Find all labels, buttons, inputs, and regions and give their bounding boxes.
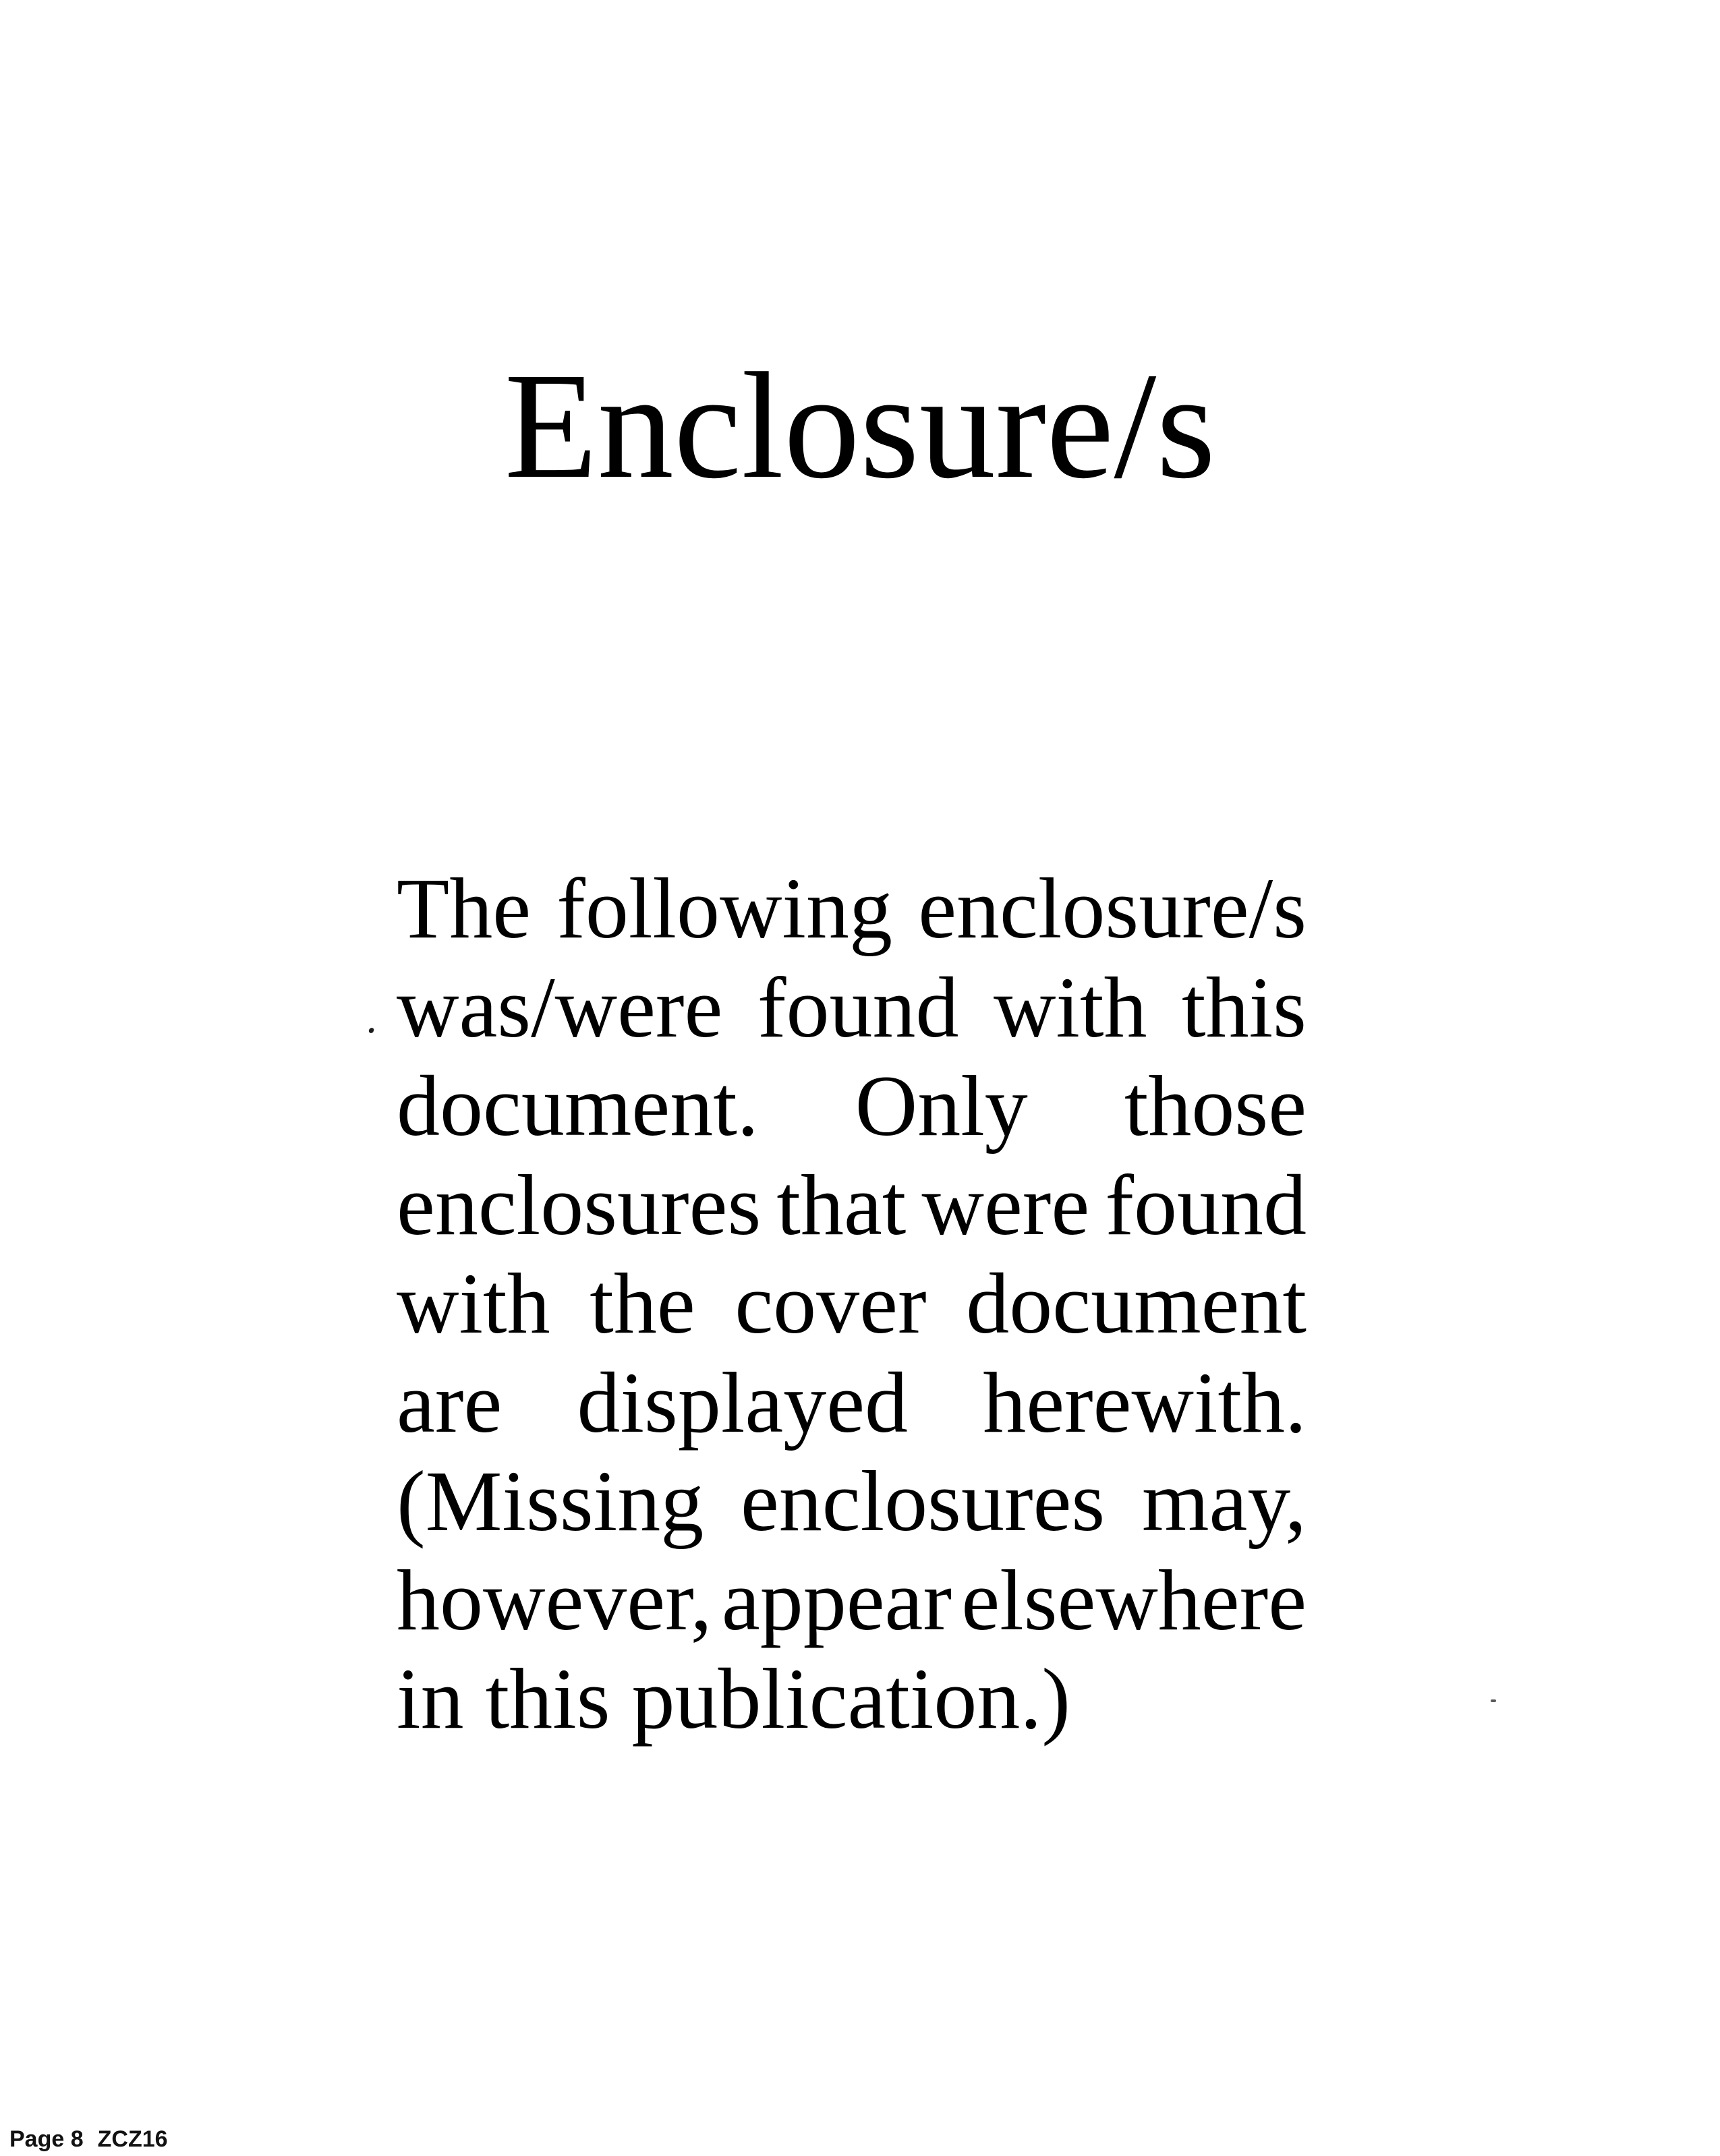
word: are xyxy=(397,1354,503,1451)
word: were xyxy=(921,1157,1090,1253)
enclosure-notice-paragraph xyxy=(397,859,1307,1749)
word: document xyxy=(966,1256,1307,1351)
word: elsewhere xyxy=(961,1552,1307,1648)
word: that xyxy=(776,1157,907,1253)
paragraph-line xyxy=(397,1156,1307,1255)
word: herewith. xyxy=(983,1354,1307,1451)
word: was/were xyxy=(397,959,723,1055)
word: enclosures xyxy=(740,1453,1106,1549)
paragraph-line xyxy=(397,1353,1307,1453)
word: the xyxy=(590,1256,695,1351)
paragraph-line xyxy=(397,1452,1307,1551)
paragraph-line xyxy=(397,1057,1307,1156)
word: may, xyxy=(1141,1453,1307,1549)
word: appear xyxy=(721,1552,952,1648)
page-number-label: Page 8 xyxy=(9,2126,84,2152)
page-title: Enclosure/s xyxy=(504,341,1216,510)
scan-speck-icon xyxy=(368,1027,374,1034)
page-footer xyxy=(9,2126,168,2153)
word: displayed xyxy=(577,1354,908,1451)
word: cover xyxy=(735,1256,927,1351)
word: found xyxy=(757,959,959,1055)
word: with xyxy=(993,959,1147,1055)
word: enclosures xyxy=(397,1157,762,1253)
word: however, xyxy=(397,1552,712,1648)
word: found xyxy=(1105,1157,1307,1253)
paragraph-line xyxy=(397,859,1307,958)
word: The xyxy=(397,861,531,956)
word: following xyxy=(556,861,892,956)
word: enclosure/s xyxy=(918,861,1307,956)
word: this xyxy=(1182,959,1307,1055)
word: those xyxy=(1124,1058,1307,1154)
paragraph-line xyxy=(397,1254,1307,1353)
word: document. xyxy=(397,1058,759,1154)
word: with xyxy=(397,1256,550,1351)
document-code: ZCZ16 xyxy=(97,2126,168,2152)
scan-speck-icon xyxy=(1491,1699,1496,1702)
word: Only xyxy=(855,1058,1028,1154)
word: (Missing xyxy=(397,1453,704,1549)
paragraph-line xyxy=(397,1551,1307,1650)
paragraph-line xyxy=(397,958,1307,1057)
paragraph-line: in this publication.) xyxy=(397,1651,1070,1747)
